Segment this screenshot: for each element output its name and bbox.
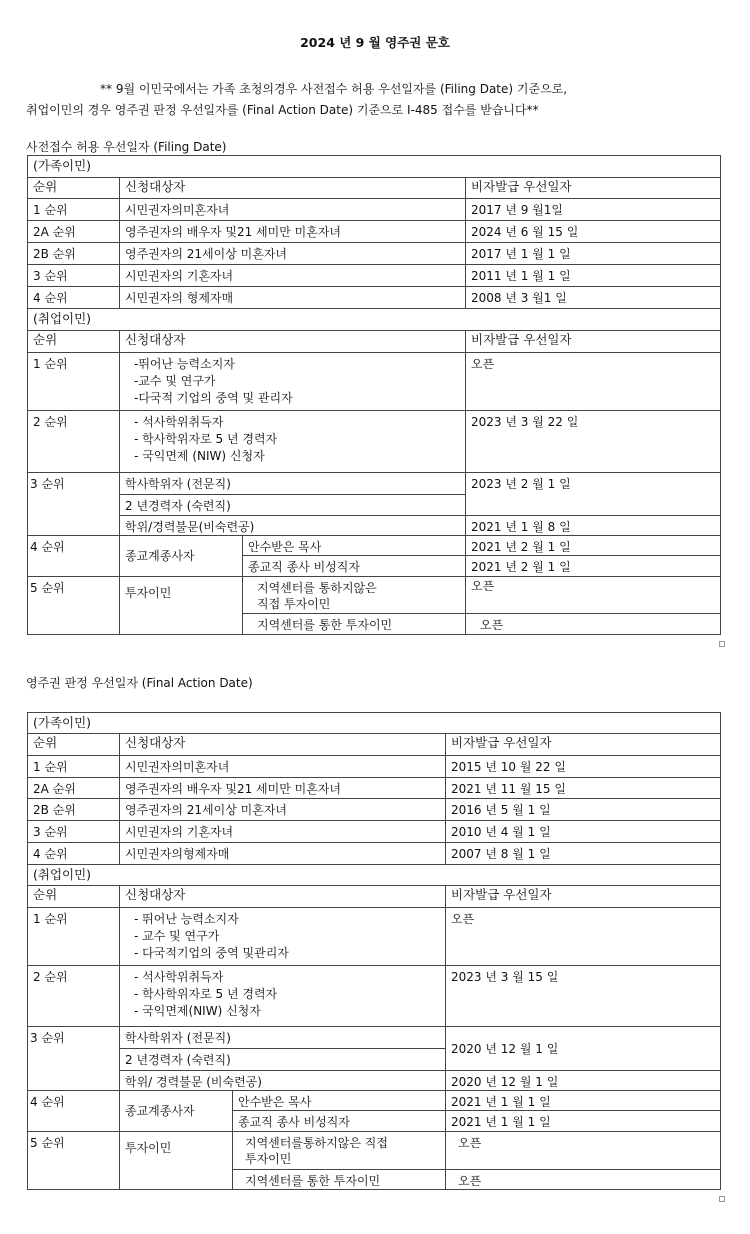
rank-cell: 2A 순위: [28, 221, 120, 243]
rank-cell: 4 순위: [28, 1091, 120, 1132]
employment-label: (취업이민): [28, 865, 721, 886]
applicant-cell: 영주권자의 배우자 및21 세미만 미혼자녀: [120, 778, 446, 799]
applicant-line: - 다국적기업의 중역 및관리자: [134, 946, 289, 960]
header-rank: 순위: [28, 734, 120, 756]
rank-cell: 4 순위: [28, 536, 120, 577]
family-section-row: [28, 713, 721, 734]
date-cell: 2017 년 1 월 1 일: [466, 243, 721, 265]
date-cell: 오픈: [466, 614, 721, 635]
applicant-line: - 석사학위취득자: [134, 970, 224, 984]
applicant-line: - 학사학위자로 5 년 경력자: [134, 987, 278, 1001]
rank-cell: 1 순위: [28, 756, 120, 778]
applicant-cell: 2 년경력자 (숙련직): [120, 495, 466, 516]
header-date: 비자발급 우선일자: [466, 178, 721, 199]
applicant-cell: 학위/경력불문(비숙련공): [120, 516, 466, 536]
header-date: 비자발급 우선일자: [466, 331, 721, 353]
header-date: 비자발급 우선일자: [446, 734, 721, 756]
rank-cell: 2B 순위: [28, 799, 120, 821]
applicant-cell: [243, 577, 466, 614]
employment-section-row: [28, 309, 721, 331]
table-row: [28, 536, 721, 556]
rank-cell: 3 순위: [28, 473, 120, 536]
table-row: [28, 778, 721, 799]
date-cell: 2010 년 4 월 1 일: [446, 821, 721, 843]
date-cell: 2015 년 10 월 22 일: [446, 756, 721, 778]
table-row: [28, 411, 721, 473]
intro-line-2: 취업이민의 경우 영주권 판정 우선일자를 (Final Action Date) 기준으로 I-485 접수를 받습니다**: [26, 103, 539, 117]
applicant-cell: [120, 908, 446, 966]
date-cell: 2021 년 11 월 15 일: [446, 778, 721, 799]
intro-line-1: ** 9월 이민국에서는 가족 초청의경우 사전접수 허용 우선일자를 (Filing Date) 기준으로,: [100, 82, 568, 96]
rank-cell: 2A 순위: [28, 778, 120, 799]
date-cell: 오픈: [446, 908, 721, 966]
rank-cell: 1 순위: [28, 199, 120, 221]
applicant-cell: 시민권자의 기혼자녀: [120, 265, 466, 287]
applicant-cell: 종교직 종사 비성직자: [233, 1111, 446, 1132]
applicant-line: - 학사학위자로 5 년 경력자: [134, 432, 278, 446]
rank-cell: 5 순위: [28, 1132, 120, 1190]
header-rank: 순위: [28, 331, 120, 353]
table-header-row: [28, 178, 721, 199]
applicant-line: - 뛰어난 능력소지자: [134, 912, 239, 926]
table-row: [28, 1071, 721, 1091]
table-row: [28, 221, 721, 243]
final-action-table: [27, 712, 721, 1190]
date-cell: 2021 년 1 월 1 일: [446, 1091, 721, 1111]
employment-label: (취업이민): [28, 309, 721, 331]
applicant-line: -뛰어난 능력소지자: [134, 357, 235, 371]
applicant-cell: 시민권자의 형제자매: [120, 287, 466, 309]
applicant-cell: 학위/ 경력불문 (비숙련공): [120, 1071, 446, 1091]
family-label: (가족이민): [28, 713, 721, 734]
date-cell: 오픈: [446, 1170, 721, 1190]
table-row: [28, 908, 721, 966]
header-applicant: 신청대상자: [120, 886, 446, 908]
date-cell: 2020 년 12 월 1 일: [446, 1027, 721, 1071]
date-cell: 2021 년 2 월 1 일: [466, 556, 721, 577]
date-cell: 2020 년 12 월 1 일: [446, 1071, 721, 1091]
table-row: [28, 287, 721, 309]
table-header-row: [28, 331, 721, 353]
applicant-line: -다국적 기업의 중역 및 관리자: [134, 391, 293, 405]
table-row: [28, 821, 721, 843]
rank-cell: 1 순위: [28, 908, 120, 966]
applicant-cell: 안수받은 목사: [233, 1091, 446, 1111]
date-cell: 2008 년 3 월1 일: [466, 287, 721, 309]
applicant-line: 투자이민: [245, 1152, 292, 1166]
applicant-line: - 국익면제 (NIW) 신청자: [134, 449, 265, 463]
table-header-row: [28, 886, 721, 908]
applicant-line: - 국익면제(NIW) 신청자: [134, 1004, 261, 1018]
date-cell: 2017 년 9 월1일: [466, 199, 721, 221]
date-cell: 2021 년 1 월 8 일: [466, 516, 721, 536]
applicant-cell: [120, 411, 466, 473]
date-cell: 2023 년 3 월 15 일: [446, 966, 721, 1027]
group-cell: 종교계종사자: [120, 536, 243, 577]
table-corner-marker: [719, 1196, 725, 1202]
applicant-cell: [120, 353, 466, 411]
table-row: [28, 265, 721, 287]
rank-cell: 2B 순위: [28, 243, 120, 265]
header-rank: 순위: [28, 178, 120, 199]
rank-cell: 3 순위: [28, 265, 120, 287]
table-row: [28, 473, 721, 495]
applicant-line: 직접 투자이민: [257, 597, 331, 611]
table-row: [28, 843, 721, 865]
family-section-row: [28, 156, 721, 178]
table-row: [28, 1027, 721, 1049]
table-row: [28, 799, 721, 821]
table-row: [28, 353, 721, 411]
date-cell: 2023 년 2 월 1 일: [466, 473, 721, 516]
rank-cell: 4 순위: [28, 287, 120, 309]
applicant-line: - 석사학위취득자: [134, 415, 224, 429]
date-cell: 오픈: [446, 1132, 721, 1170]
applicant-cell: 영주권자의 21세이상 미혼자녀: [120, 243, 466, 265]
applicant-cell: 시민권자의미혼자녀: [120, 199, 466, 221]
group-cell: 투자이민: [120, 577, 243, 635]
applicant-cell: 시민권자의미혼자녀: [120, 756, 446, 778]
date-cell: 2021 년 1 월 1 일: [446, 1111, 721, 1132]
applicant-line: - 교수 및 연구가: [134, 929, 220, 943]
header-rank: 순위: [28, 886, 120, 908]
rank-cell: 1 순위: [28, 353, 120, 411]
header-applicant: 신청대상자: [120, 734, 446, 756]
table-header-row: [28, 734, 721, 756]
applicant-line: -교수 및 연구가: [134, 374, 216, 388]
table-row: [28, 199, 721, 221]
applicant-cell: [233, 1132, 446, 1170]
header-date: 비자발급 우선일자: [446, 886, 721, 908]
applicant-cell: 2 년경력자 (숙련직): [120, 1049, 446, 1071]
applicant-line: 지역센터를 통하지않은: [257, 581, 377, 595]
date-cell: 오픈: [466, 577, 721, 614]
date-cell: 오픈: [466, 353, 721, 411]
employment-section-row: [28, 865, 721, 886]
applicant-cell: 학사학위자 (전문직): [120, 1027, 446, 1049]
rank-cell: 3 순위: [28, 1027, 120, 1091]
date-cell: 2011 년 1 월 1 일: [466, 265, 721, 287]
filing-date-heading: 사전접수 허용 우선일자 (Filing Date): [26, 140, 227, 154]
header-applicant: 신청대상자: [120, 178, 466, 199]
rank-cell: 2 순위: [28, 411, 120, 473]
header-applicant: 신청대상자: [120, 331, 466, 353]
group-cell: 투자이민: [120, 1132, 233, 1190]
table-row: [28, 1132, 721, 1170]
date-cell: 2007 년 8 월 1 일: [446, 843, 721, 865]
applicant-cell: [120, 966, 446, 1027]
applicant-cell: 영주권자의 21세이상 미혼자녀: [120, 799, 446, 821]
applicant-cell: 지역센터를 통한 투자이민: [233, 1170, 446, 1190]
filing-date-table: [27, 155, 721, 635]
applicant-cell: 안수받은 목사: [243, 536, 466, 556]
applicant-cell: 영주권자의 배우자 및21 세미만 미혼자녀: [120, 221, 466, 243]
date-cell: 2024 년 6 월 15 일: [466, 221, 721, 243]
date-cell: 2023 년 3 월 22 일: [466, 411, 721, 473]
final-action-heading: 영주권 판정 우선일자 (Final Action Date): [26, 676, 253, 690]
table-row: [28, 577, 721, 614]
table-row: [28, 516, 721, 536]
applicant-cell: 학사학위자 (전문직): [120, 473, 466, 495]
table-row: [28, 966, 721, 1027]
rank-cell: 4 순위: [28, 843, 120, 865]
applicant-line: 지역센터를통하지않은 직접: [245, 1136, 388, 1150]
group-cell: 종교계종사자: [120, 1091, 233, 1132]
applicant-cell: 시민권자의 기혼자녀: [120, 821, 446, 843]
date-cell: 2021 년 2 월 1 일: [466, 536, 721, 556]
applicant-cell: 시민권자의형제자매: [120, 843, 446, 865]
rank-cell: 3 순위: [28, 821, 120, 843]
rank-cell: 2 순위: [28, 966, 120, 1027]
rank-cell: 5 순위: [28, 577, 120, 635]
table-corner-marker: [719, 641, 725, 647]
page-title: 2024 년 9 월 영주권 문호: [300, 35, 450, 50]
family-label: (가족이민): [28, 156, 721, 178]
applicant-cell: 지역센터를 통한 투자이민: [243, 614, 466, 635]
table-row: [28, 243, 721, 265]
table-row: [28, 1091, 721, 1111]
table-row: [28, 756, 721, 778]
date-cell: 2016 년 5 월 1 일: [446, 799, 721, 821]
applicant-cell: 종교직 종사 비성직자: [243, 556, 466, 577]
